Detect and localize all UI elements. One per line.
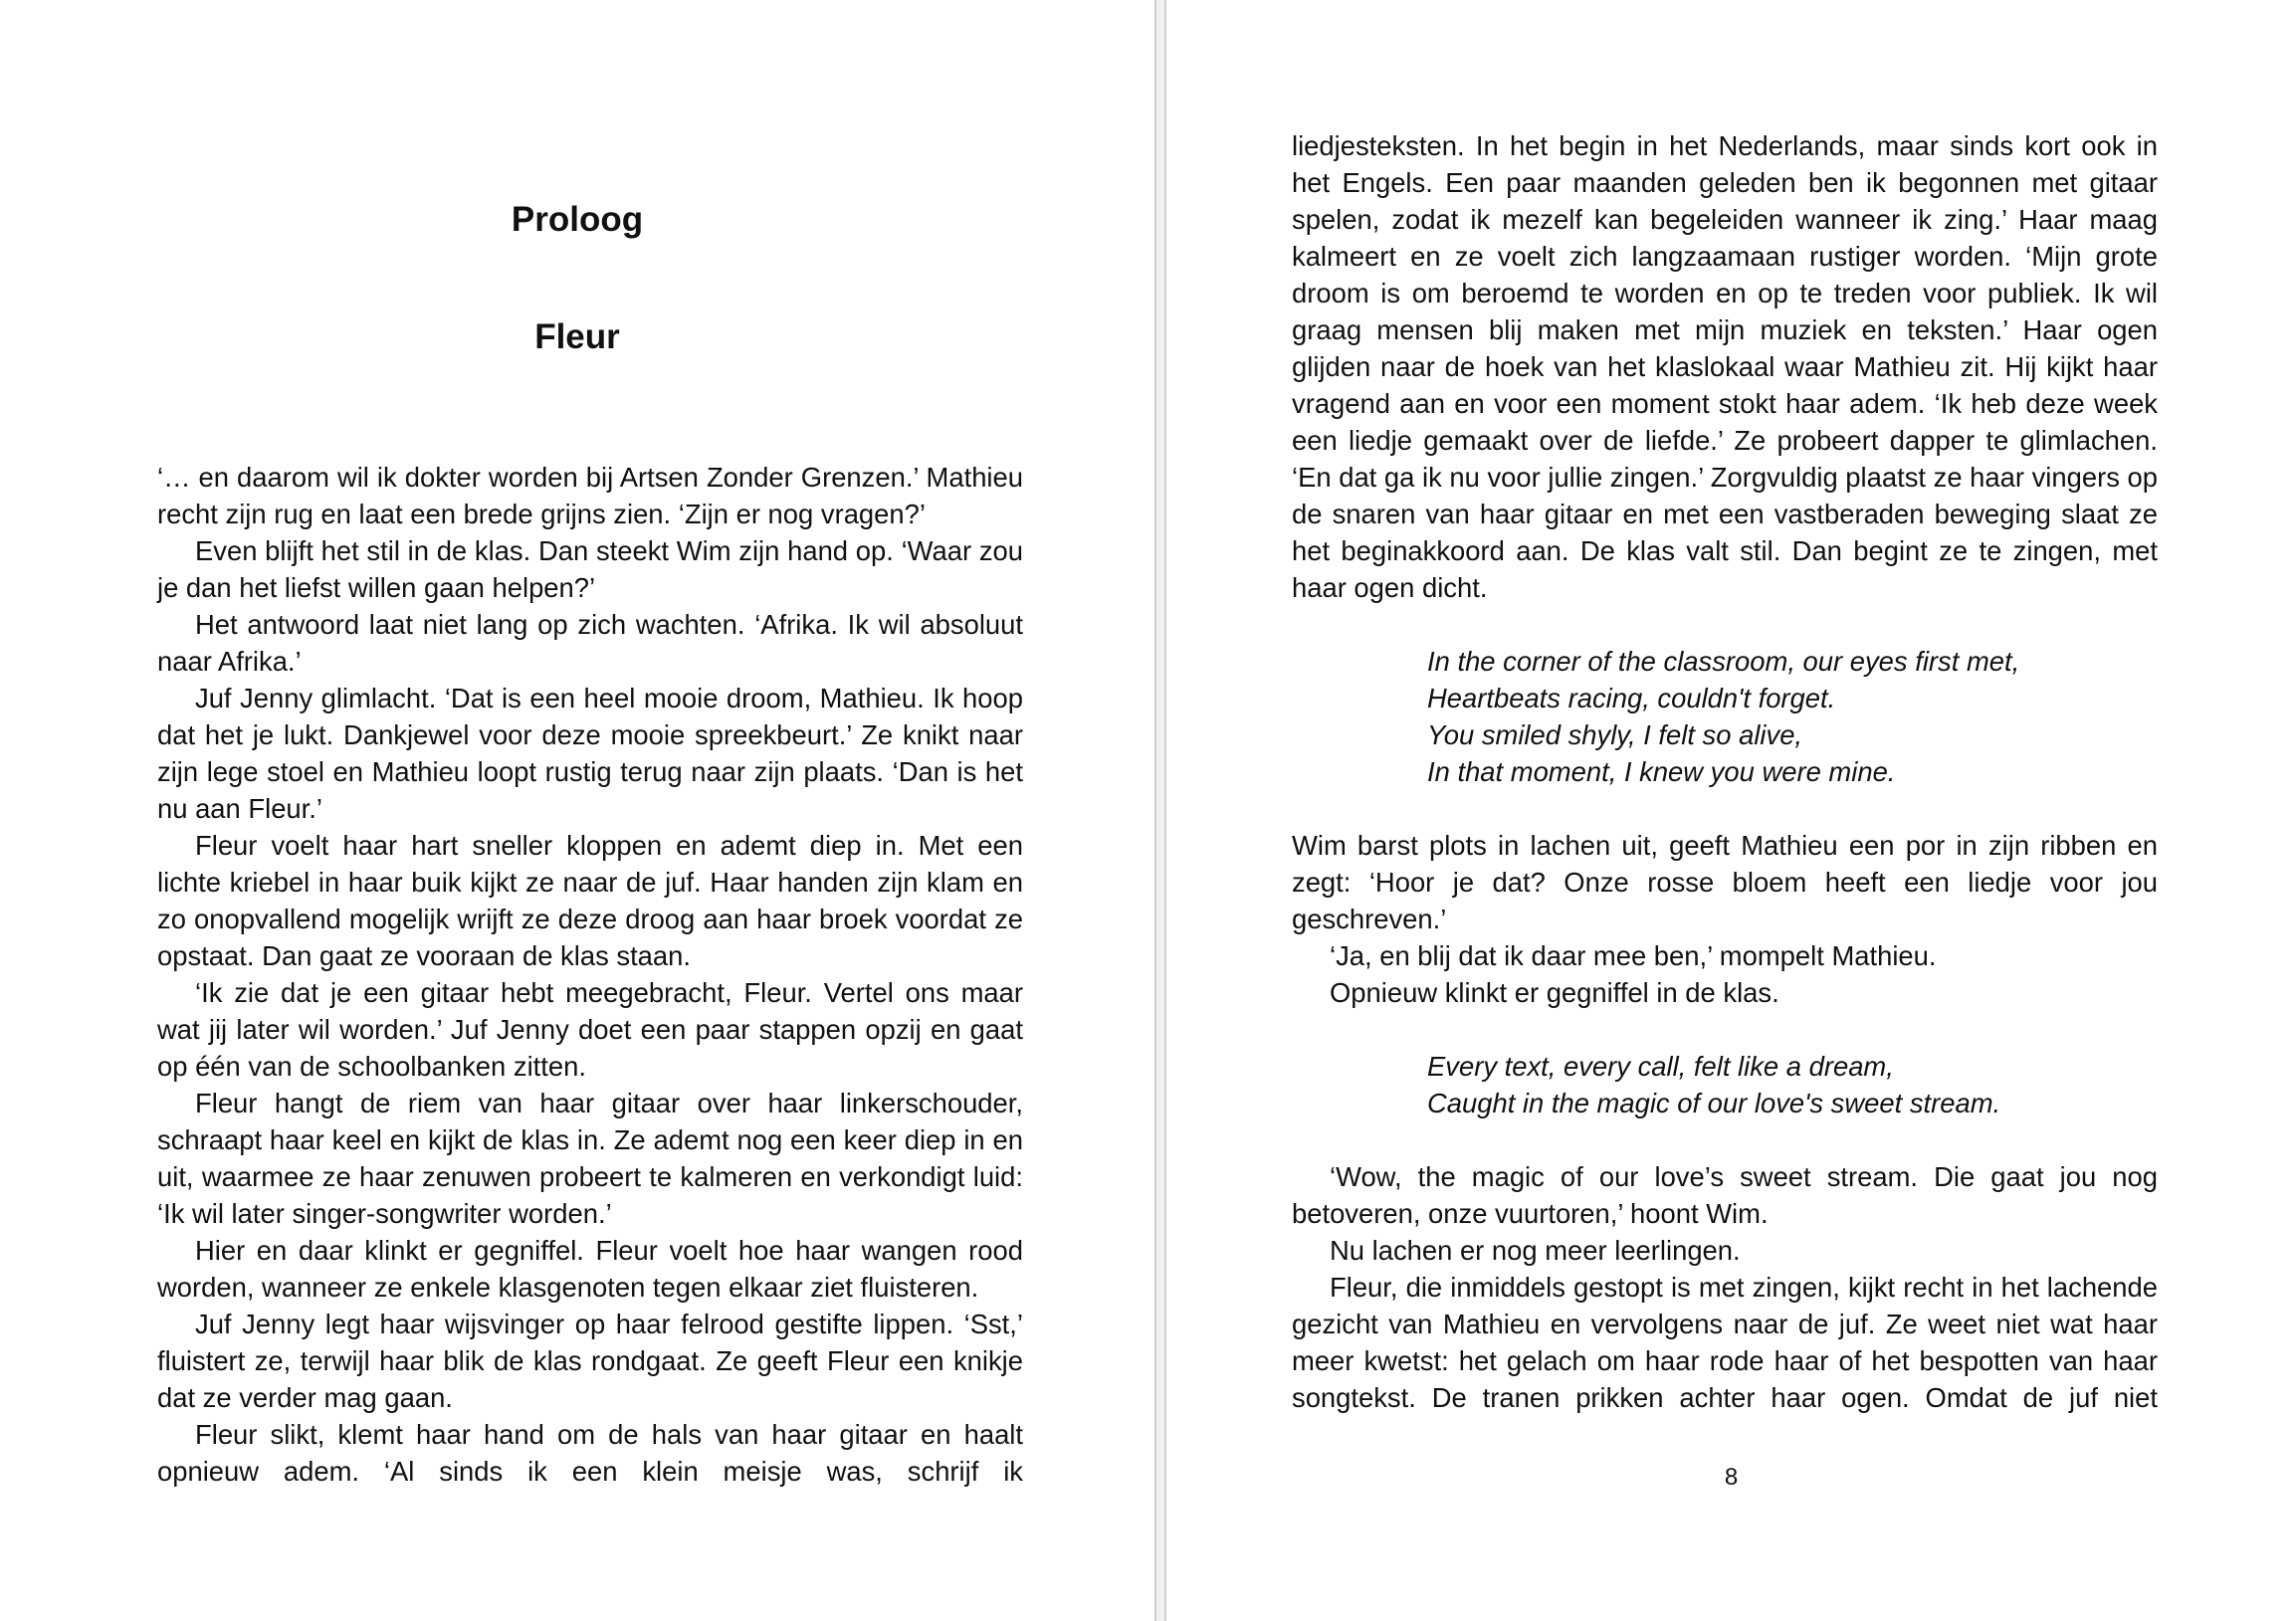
paragraph: Nu lachen er nog meer leerlingen. — [1330, 1235, 1741, 1266]
right-page — [1166, 0, 2296, 1621]
paragraph: Wim barst plots in lachen uit, geeft Mathieu een por in zijn ribben en zegt: ‘Hoor je dat? Onze rosse bloem heeft een liedje voor jou geschreven.’ — [1292, 830, 2158, 934]
paragraph: Even blijft het stil in de klas. Dan steekt Wim zijn hand op. ‘Waar zou je dan het liefst willen gaan helpen?’ — [157, 535, 1023, 603]
paragraph: Fleur hangt de riem van haar gitaar over haar linkerschouder, schraapt haar keel en kijkt de klas in. Ze ademt nog een keer diep in en uit, waarmee ze haar zenuwen probeert te kalmeren en verkondigt luid: ‘Ik wil later singer-songwriter worden.’ — [157, 1088, 1023, 1229]
paragraph-continued: Fleur, die inmiddels gestopt is met zingen, kijkt recht in het lachende gezicht van Mathieu en vervolgens naar de juf. Ze weet niet wat haar meer kwetst: het gelach om haar rode haar of het bespotten van haar songtekst. De tranen prikken achter haar ogen. Omdat de juf niet — [1292, 1272, 2158, 1413]
paragraph: Fleur voelt haar hart sneller kloppen en ademt diep in. Met een lichte kriebel in haar buik kijkt ze naar de juf. Haar handen zijn klam en zo onopvallend mogelijk wrijft ze deze droog aan haar broek voordat ze opstaat. Dan gaat ze vooraan de klas staan. — [157, 830, 1023, 971]
song-verse — [1427, 1048, 2158, 1121]
paragraph: Opnieuw klinkt er gegniffel in de klas. — [1330, 977, 1779, 1008]
paragraph: Juf Jenny legt haar wijsvinger op haar felrood gestifte lippen. ‘Sst,’ fluistert ze, terwijl haar blik de klas rondgaat. Ze geeft Fleur een knikje dat ze verder mag gaan. — [157, 1309, 1023, 1413]
paragraph: ‘Ik zie dat je een gitaar hebt meegebracht, Fleur. Vertel ons maar wat jij later wil worden.’ Juf Jenny doet een paar stappen opzij en gaat op één van de schoolbanken zitten. — [157, 977, 1023, 1082]
chapter-title: Fleur — [534, 317, 620, 356]
paragraph: ‘… en daarom wil ik dokter worden bij Artsen Zonder Grenzen.’ Mathieu recht zijn rug en laat een brede grijns zien. ‘Zijn er nog vragen?’ — [157, 462, 1023, 529]
page-divider — [1154, 0, 1166, 1621]
paragraph: Het antwoord laat niet lang op zich wachten. ‘Afrika. Ik wil absoluut naar Afrika.’ — [157, 609, 1023, 677]
song-verse — [1427, 643, 2158, 790]
paragraph-continued: Fleur slikt, klemt haar hand om de hals van haar gitaar en haalt opnieuw adem. ‘Al sinds ik een klein meisje was, schrijf ik — [157, 1419, 1023, 1487]
verse-line: Caught in the magic of our love's sweet stream. — [1427, 1088, 2001, 1118]
paragraph: Juf Jenny glimlacht. ‘Dat is een heel mooie droom, Mathieu. Ik hoop dat het je lukt. Dankjewel voor deze mooie spreekbeurt.’ Ze knikt naar zijn lege stoel en Mathieu loopt rustig terug naar zijn plaats. ‘Dan is het nu aan Fleur.’ — [157, 683, 1023, 824]
prologue-title: Proloog — [511, 200, 644, 239]
verse-line: You smiled shyly, I felt so alive, — [1427, 719, 1803, 750]
paragraph: liedjesteksten. In het begin in het Nederlands, maar sinds kort ook in het Engels. Een paar maanden geleden ben ik begonnen met gitaar spelen, zodat ik mezelf kan begeleiden wanneer ik zing.’ Haar maag kalmeert en ze voelt zich langzaamaan rustiger worden. ‘Mijn grote droom is om beroemd te worden en op te treden voor publiek. Ik wil graag mensen blij maken met mijn muziek en teksten.’ Haar ogen glijden naar de hoek van het klaslokaal waar Mathieu zit. Hij kijkt haar vragend aan en voor een moment stokt haar adem. ‘Ik heb deze week een liedje gemaakt over de liefde.’ Ze probeert dapper te glimlachen. ‘En dat ga ik nu voor jullie zingen.’ Zorgvuldig plaatst ze haar vingers op de snaren van haar gitaar en met een vastberaden beweging slaat ze het beginakkoord aan. De klas valt stil. Dan begint ze te zingen, met haar ogen dicht. — [1292, 130, 2158, 603]
paragraph: Hier en daar klinkt er gegniffel. Fleur voelt hoe haar wangen rood worden, wanneer ze enkele klasgenoten tegen elkaar ziet fluisteren. — [157, 1235, 1023, 1303]
left-page-body — [157, 459, 1023, 1490]
right-page-body — [1292, 127, 2158, 1416]
verse-line: Every text, every call, felt like a dream, — [1427, 1051, 1894, 1082]
paragraph: ‘Ja, en blij dat ik daar mee ben,’ mompelt Mathieu. — [1330, 940, 1937, 971]
paragraph: ‘Wow, the magic of our love’s sweet stream. Die gaat jou nog betoveren, onze vuurtoren,’ hoont Wim. — [1292, 1161, 2158, 1229]
page-number: 8 — [1724, 1464, 1739, 1491]
verse-line: Heartbeats racing, couldn't forget. — [1427, 683, 1836, 713]
verse-line: In the corner of the classroom, our eyes first met, — [1427, 646, 2020, 677]
verse-line: In that moment, I knew you were mine. — [1427, 756, 1896, 787]
